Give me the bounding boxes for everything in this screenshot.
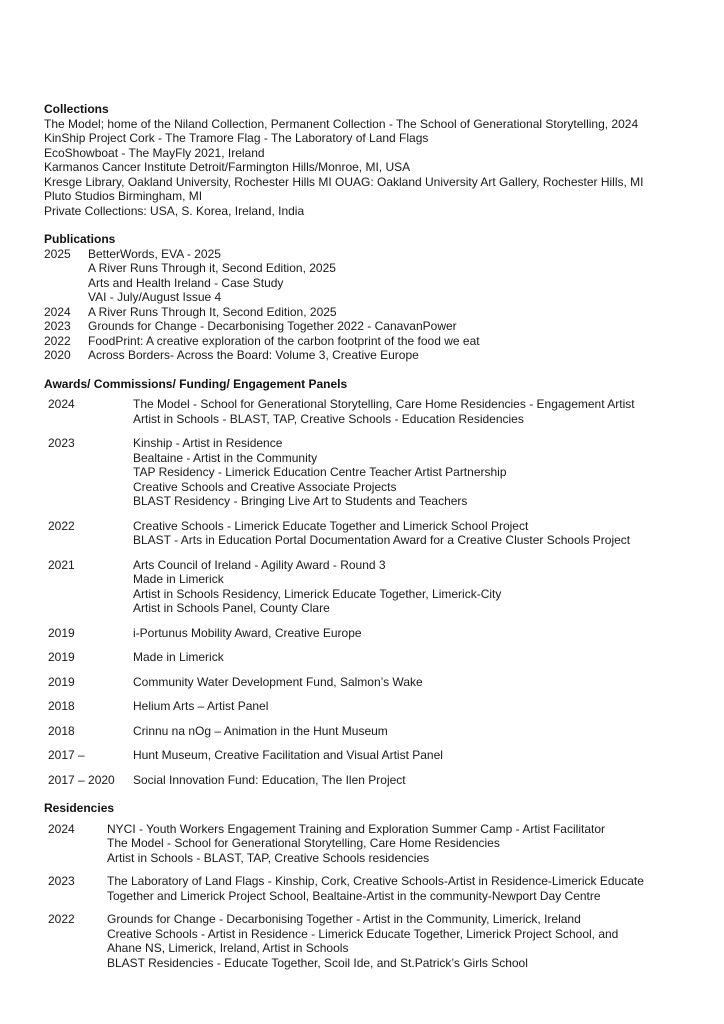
- award-entry: [44, 558, 684, 616]
- award-item: BLAST Residency - Bringing Live Art to Students and Teachers: [133, 494, 468, 508]
- publications-heading: Publications: [44, 232, 116, 246]
- award-entry: [44, 436, 684, 509]
- residency-year: 2023: [48, 874, 75, 888]
- publication-entry: [44, 319, 684, 334]
- award-item: The Model - School for Generational Storytelling, Care Home Residencies - Engagement Artist: [133, 397, 635, 411]
- award-item: i-Portunus Mobility Award, Creative Europe: [133, 625, 362, 640]
- residency-item: Ahane NS, Limerick, Ireland, Artist in Schools: [107, 941, 349, 955]
- residency-entry: [44, 912, 684, 970]
- award-item: Helium Arts – Artist Panel: [133, 699, 269, 713]
- award-year: 2018: [48, 723, 75, 738]
- award-item: TAP Residency - Limerick Education Centre Teacher Artist Partnership: [133, 465, 507, 479]
- award-entry: [44, 650, 684, 665]
- residency-item: NYCI - Youth Workers Engagement Training and Exploration Summer Camp - Artist Facilitator: [107, 821, 605, 836]
- residency-entry: [44, 874, 684, 903]
- publication-entry: [44, 348, 684, 363]
- collection-item: Kresge Library, Oakland University, Rochester Hills MI OUAG: Oakland University Art Gallery, Rochester Hills, MI: [44, 174, 644, 189]
- award-entry: [44, 675, 684, 690]
- publication-item: A River Runs Through it, Second Edition, 2025: [88, 261, 336, 275]
- award-year: 2019: [48, 650, 75, 664]
- residency-item: Creative Schools - Artist in Residence - Limerick Educate Together, Limerick Project School, and: [107, 926, 619, 941]
- award-item: Social Innovation Fund: Education, The Ilen Project: [133, 772, 406, 787]
- award-year: 2023: [48, 436, 75, 450]
- award-item: Kinship - Artist in Residence: [133, 436, 283, 450]
- publication-entry: [44, 247, 684, 305]
- award-item: Hunt Museum, Creative Facilitation and Visual Artist Panel: [133, 748, 443, 762]
- award-item: Creative Schools and Creative Associate Projects: [133, 479, 397, 494]
- publication-entry: [44, 305, 684, 320]
- award-item: Made in Limerick: [133, 650, 224, 664]
- residencies-section: [44, 801, 684, 970]
- residency-item: Grounds for Change - Decarbonising Together - Artist in the Community, Limerick, Ireland: [107, 912, 581, 926]
- publication-item: VAI - July/August Issue 4: [88, 290, 222, 304]
- collection-item: KinShip Project Cork - The Tramore Flag - The Laboratory of Land Flags: [44, 131, 429, 145]
- award-entry: [44, 397, 684, 426]
- residency-entry: [44, 822, 684, 866]
- award-item: Artist in Schools Residency, Limerick Educate Together, Limerick-City: [133, 586, 502, 601]
- collection-item: Private Collections: USA, S. Korea, Ireland, India: [44, 203, 305, 218]
- residencies-heading: Residencies: [44, 801, 115, 815]
- award-item: Creative Schools - Limerick Educate Together and Limerick School Project: [133, 518, 529, 533]
- publications-section: [44, 232, 684, 363]
- awards-section: [44, 377, 684, 788]
- collection-item: EcoShowboat - The MayFly 2021, Ireland: [44, 145, 265, 160]
- award-item: Artist in Schools Panel, County Clare: [133, 601, 330, 615]
- publication-year: 2020: [44, 348, 71, 362]
- award-year: 2024: [48, 397, 75, 411]
- residency-year: 2024: [48, 821, 75, 836]
- award-year: 2017 –: [48, 748, 85, 762]
- award-entry: [44, 626, 684, 641]
- publication-year: 2025: [44, 246, 71, 261]
- residency-item: BLAST Residencies - Educate Together, Scoil Ide, and St.Patrick’s Girls School: [107, 955, 528, 970]
- publication-item: FoodPrint: A creative exploration of the carbon footprint of the food we eat: [88, 333, 480, 348]
- award-item: Crinnu na nOg – Animation in the Hunt Museum: [133, 723, 388, 738]
- collection-item: Pluto Studios Birmingham, MI: [44, 189, 203, 203]
- publication-year: 2022: [44, 333, 71, 348]
- award-year: 2018: [48, 699, 75, 713]
- award-item: BLAST - Arts in Education Portal Documentation Award for a Creative Cluster Schools Project: [133, 533, 631, 547]
- award-entry: [44, 699, 684, 714]
- award-item: Made in Limerick: [133, 572, 224, 586]
- award-year: 2017 – 2020: [48, 772, 115, 787]
- residency-item: Together and Limerick Project School, Bealtaine-Artist in the community-Newport Day Centre: [107, 888, 601, 903]
- residency-item: The Laboratory of Land Flags - Kinship, Cork, Creative Schools-Artist in Residence-Limerick Educate: [107, 874, 644, 888]
- residency-item: The Model - School for Generational Storytelling, Care Home Residencies: [107, 836, 500, 850]
- publication-item: Grounds for Change - Decarbonising Together 2022 - CanavanPower: [88, 319, 457, 333]
- publication-item: Arts and Health Ireland - Case Study: [88, 275, 284, 290]
- award-item: Bealtaine - Artist in the Community: [133, 450, 318, 465]
- publication-year: 2024: [44, 304, 71, 319]
- publication-entry: [44, 334, 684, 349]
- publication-year: 2023: [44, 319, 71, 333]
- collection-item: The Model; home of the Niland Collection, Permanent Collection - The School of Generational Storytelling, 2024: [44, 116, 639, 131]
- award-year: 2019: [48, 674, 75, 689]
- residency-year: 2022: [48, 912, 75, 926]
- collections-heading: Collections: [44, 102, 109, 116]
- publication-item: Across Borders- Across the Board: Volume 3, Creative Europe: [88, 348, 419, 362]
- awards-heading: Awards/ Commissions/ Funding/ Engagement Panels: [44, 376, 348, 391]
- award-item: Community Water Development Fund, Salmon’s Wake: [133, 674, 423, 689]
- publication-item: BetterWords, EVA - 2025: [88, 246, 221, 261]
- award-entry: [44, 773, 684, 788]
- publication-item: A River Runs Through It, Second Edition, 2025: [88, 304, 337, 319]
- award-item: Artist in Schools - BLAST, TAP, Creative Schools - Education Residencies: [133, 411, 524, 426]
- award-year: 2019: [48, 625, 75, 640]
- award-entry: [44, 724, 684, 739]
- award-year: 2022: [48, 518, 75, 533]
- cv-page: [44, 102, 684, 984]
- award-item: Arts Council of Ireland - Agility Award - Round 3: [133, 557, 386, 572]
- collections-section: [44, 102, 684, 218]
- award-entry: [44, 519, 684, 548]
- collection-item: Karmanos Cancer Institute Detroit/Farmington Hills/Monroe, MI, USA: [44, 160, 411, 174]
- award-year: 2021: [48, 557, 75, 572]
- residency-item: Artist in Schools - BLAST, TAP, Creative Schools residencies: [107, 850, 430, 865]
- award-entry: [44, 748, 684, 763]
